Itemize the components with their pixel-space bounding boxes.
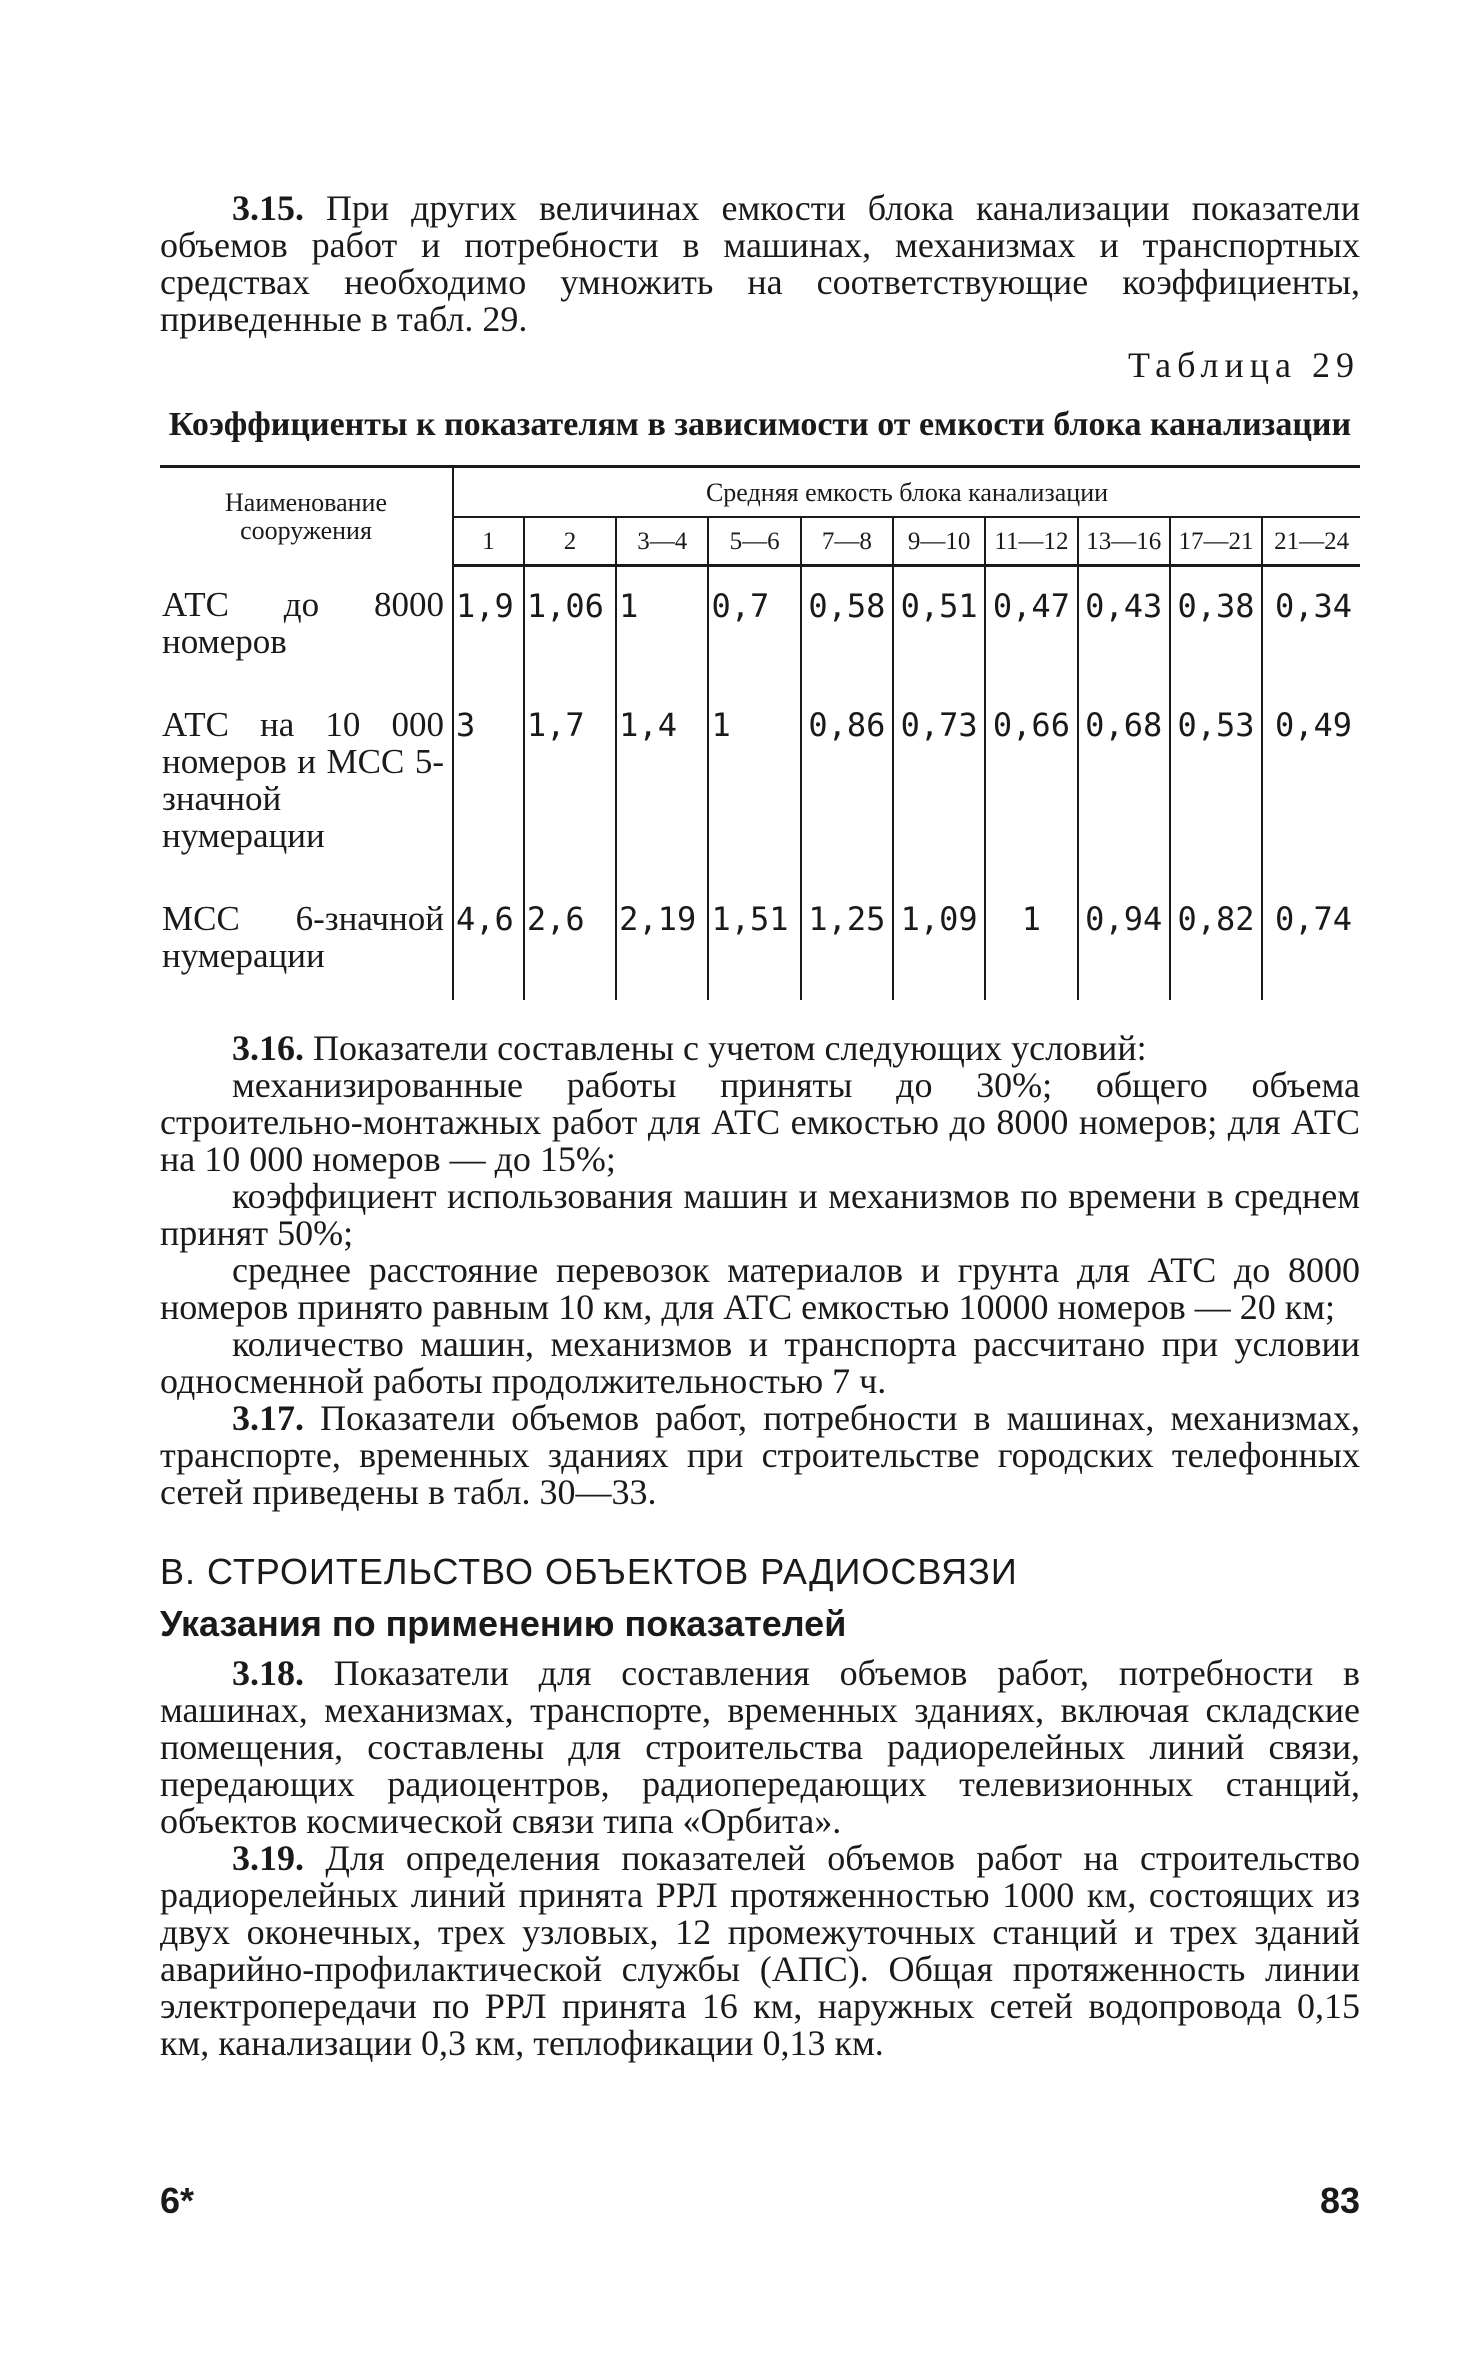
- table-cell: 0,34: [1274, 587, 1352, 625]
- paragraph-3-15: [160, 190, 1360, 338]
- condition-item: механизированные работы приняты до 30%; общего объема строительно-монтажных работ для АТС емкостью до 8000 номеров; для АТС на 10 000 номеров — до 15%;: [160, 1064, 1360, 1179]
- paragraph-3-16: [160, 1027, 1360, 1068]
- table-cell: 1,7: [524, 686, 616, 880]
- table-title: Коэффициенты к показателям в зависимости от емкости блока канализации: [168, 406, 1352, 443]
- page-number: 83: [1319, 2180, 1360, 2221]
- table-cell: 0,82: [1170, 880, 1262, 1000]
- coefficients-table: [160, 465, 1360, 1000]
- capacity-group-header: Средняя емкость блока канализации: [453, 467, 1360, 518]
- table-row: [160, 880, 1360, 1000]
- name-column-header: Наименование сооружения: [160, 467, 453, 566]
- column-header: 17—21: [1170, 517, 1262, 566]
- paragraph-number: 3.17.: [232, 1397, 304, 1438]
- table-cell: 0,49: [1274, 705, 1352, 744]
- table-cell: 0,86: [801, 686, 893, 880]
- condition-item: коэффициент использования машин и механизмов по времени в среднем принят 50%;: [160, 1175, 1360, 1253]
- table-row: [160, 566, 1360, 686]
- table-cell: 1: [985, 880, 1077, 1000]
- paragraph-3-19: [160, 1837, 1361, 2063]
- column-header: 21—24: [1262, 517, 1360, 566]
- paragraph-text: Показатели для составления объемов работ, потребности в машинах, механизмах, транспорте, временных зданиях, включая складские помещения, составлены для строительства радиорелейных линий связи, передающих радиоцентров, радиопередающих телевизионных станций, объектов космической связи типа «Орбита».: [160, 1652, 1360, 1841]
- table-cell: 0,68: [1078, 686, 1170, 880]
- paragraph-3-18: [160, 1652, 1360, 1841]
- table-cell: 4,6: [453, 880, 524, 1000]
- column-header: 7—8: [801, 517, 893, 566]
- paragraph-text: Для определения показателей объемов работ на строительство радиорелейных линий принята РРЛ протяженностью 1000 км, состоящих из двух оконечных, трех узловых, 12 промежуточных станций и трех зданий аварийно-профилактической службы (АПС). Общая протяженность линии электропередачи по РРЛ принята 16 км, наружных сетей водопровода 0,15 км, канализации 0,3 км, теплофикации 0,13 км.: [160, 1837, 1361, 2063]
- paragraph-number: 3.15.: [232, 188, 304, 228]
- conditions-block: [160, 1027, 1360, 1512]
- table-cell: 0,58: [801, 566, 893, 686]
- paragraph-number: 3.19.: [232, 1837, 304, 1878]
- table-cell: 3: [453, 686, 524, 880]
- paragraph-text: При других величинах емкости блока канализации показатели объемов работ и потребности в машинах, механизмах и транспортных средствах необходимо умножить на соответствующие коэффициенты, приведенные в табл. 29.: [160, 188, 1360, 339]
- page-footer: [160, 2180, 1360, 2230]
- condition-item: количество машин, механизмов и транспорта рассчитано при условии односменной работы продолжительностью 7 ч.: [160, 1323, 1360, 1401]
- column-header: 11—12: [985, 517, 1077, 566]
- table-cell: 1: [616, 566, 708, 686]
- table-cell: 1,09: [893, 880, 985, 1000]
- table-row: [160, 686, 1360, 880]
- column-header: 3—4: [616, 517, 708, 566]
- table-cell: 0,53: [1170, 686, 1262, 880]
- table-cell: 0,66: [985, 686, 1077, 880]
- table-cell: 0,7: [708, 566, 800, 686]
- paragraph-text: Показатели составлены с учетом следующих условий:: [313, 1027, 1147, 1068]
- paragraph-3-17: [160, 1397, 1360, 1512]
- paragraph-number: 3.18.: [232, 1652, 304, 1693]
- column-header: 13—16: [1078, 517, 1170, 566]
- table-cell: 0,38: [1170, 566, 1262, 686]
- table-label: Таблица 29: [1128, 345, 1360, 385]
- table-cell: 0,47: [985, 566, 1077, 686]
- table-cell: 1: [708, 686, 800, 880]
- column-header: 9—10: [893, 517, 985, 566]
- subsection-title: Указания по применению показателей: [160, 1602, 847, 1644]
- section-title: В. СТРОИТЕЛЬСТВО ОБЪЕКТОВ РАДИОСВЯЗИ: [160, 1550, 1018, 1592]
- column-header: 5—6: [708, 517, 800, 566]
- table-cell: 2,6: [524, 880, 616, 1000]
- table-cell: 1,9: [453, 566, 524, 686]
- row-name: АТС на 10 000 номеров и МСС 5-значной нумерации: [160, 686, 453, 880]
- table-cell: 0,51: [893, 566, 985, 686]
- table-cell: 1,51: [708, 880, 800, 1000]
- table-cell: 0,73: [893, 686, 985, 880]
- table-cell: 1,25: [801, 880, 893, 1000]
- table-cell: 2,19: [616, 880, 708, 1000]
- paragraph-text: Показатели объемов работ, потребности в машинах, механизмах, транспорте, временных зданиях при строительстве городских телефонных сетей приведены в табл. 30—33.: [160, 1397, 1360, 1512]
- paragraph-number: 3.16.: [232, 1027, 304, 1068]
- page-content: [160, 190, 1360, 2062]
- signature-mark: 6*: [160, 2180, 195, 2221]
- column-header: 2: [524, 517, 616, 566]
- table-cell: 1,4: [616, 686, 708, 880]
- table-cell: 0,43: [1078, 566, 1170, 686]
- table-cell: 0,74: [1274, 899, 1352, 938]
- condition-item: среднее расстояние перевозок материалов и грунта для АТС до 8000 номеров принято равным 10 км, для АТС емкостью 10000 номеров — 20 км;: [160, 1249, 1360, 1327]
- table-cell: 1,06: [524, 566, 616, 686]
- row-name: МСС 6-значной нумерации: [160, 880, 453, 1000]
- column-header: 1: [453, 517, 524, 566]
- row-name: АТС до 8000 номеров: [160, 566, 453, 686]
- table-cell: 0,94: [1078, 880, 1170, 1000]
